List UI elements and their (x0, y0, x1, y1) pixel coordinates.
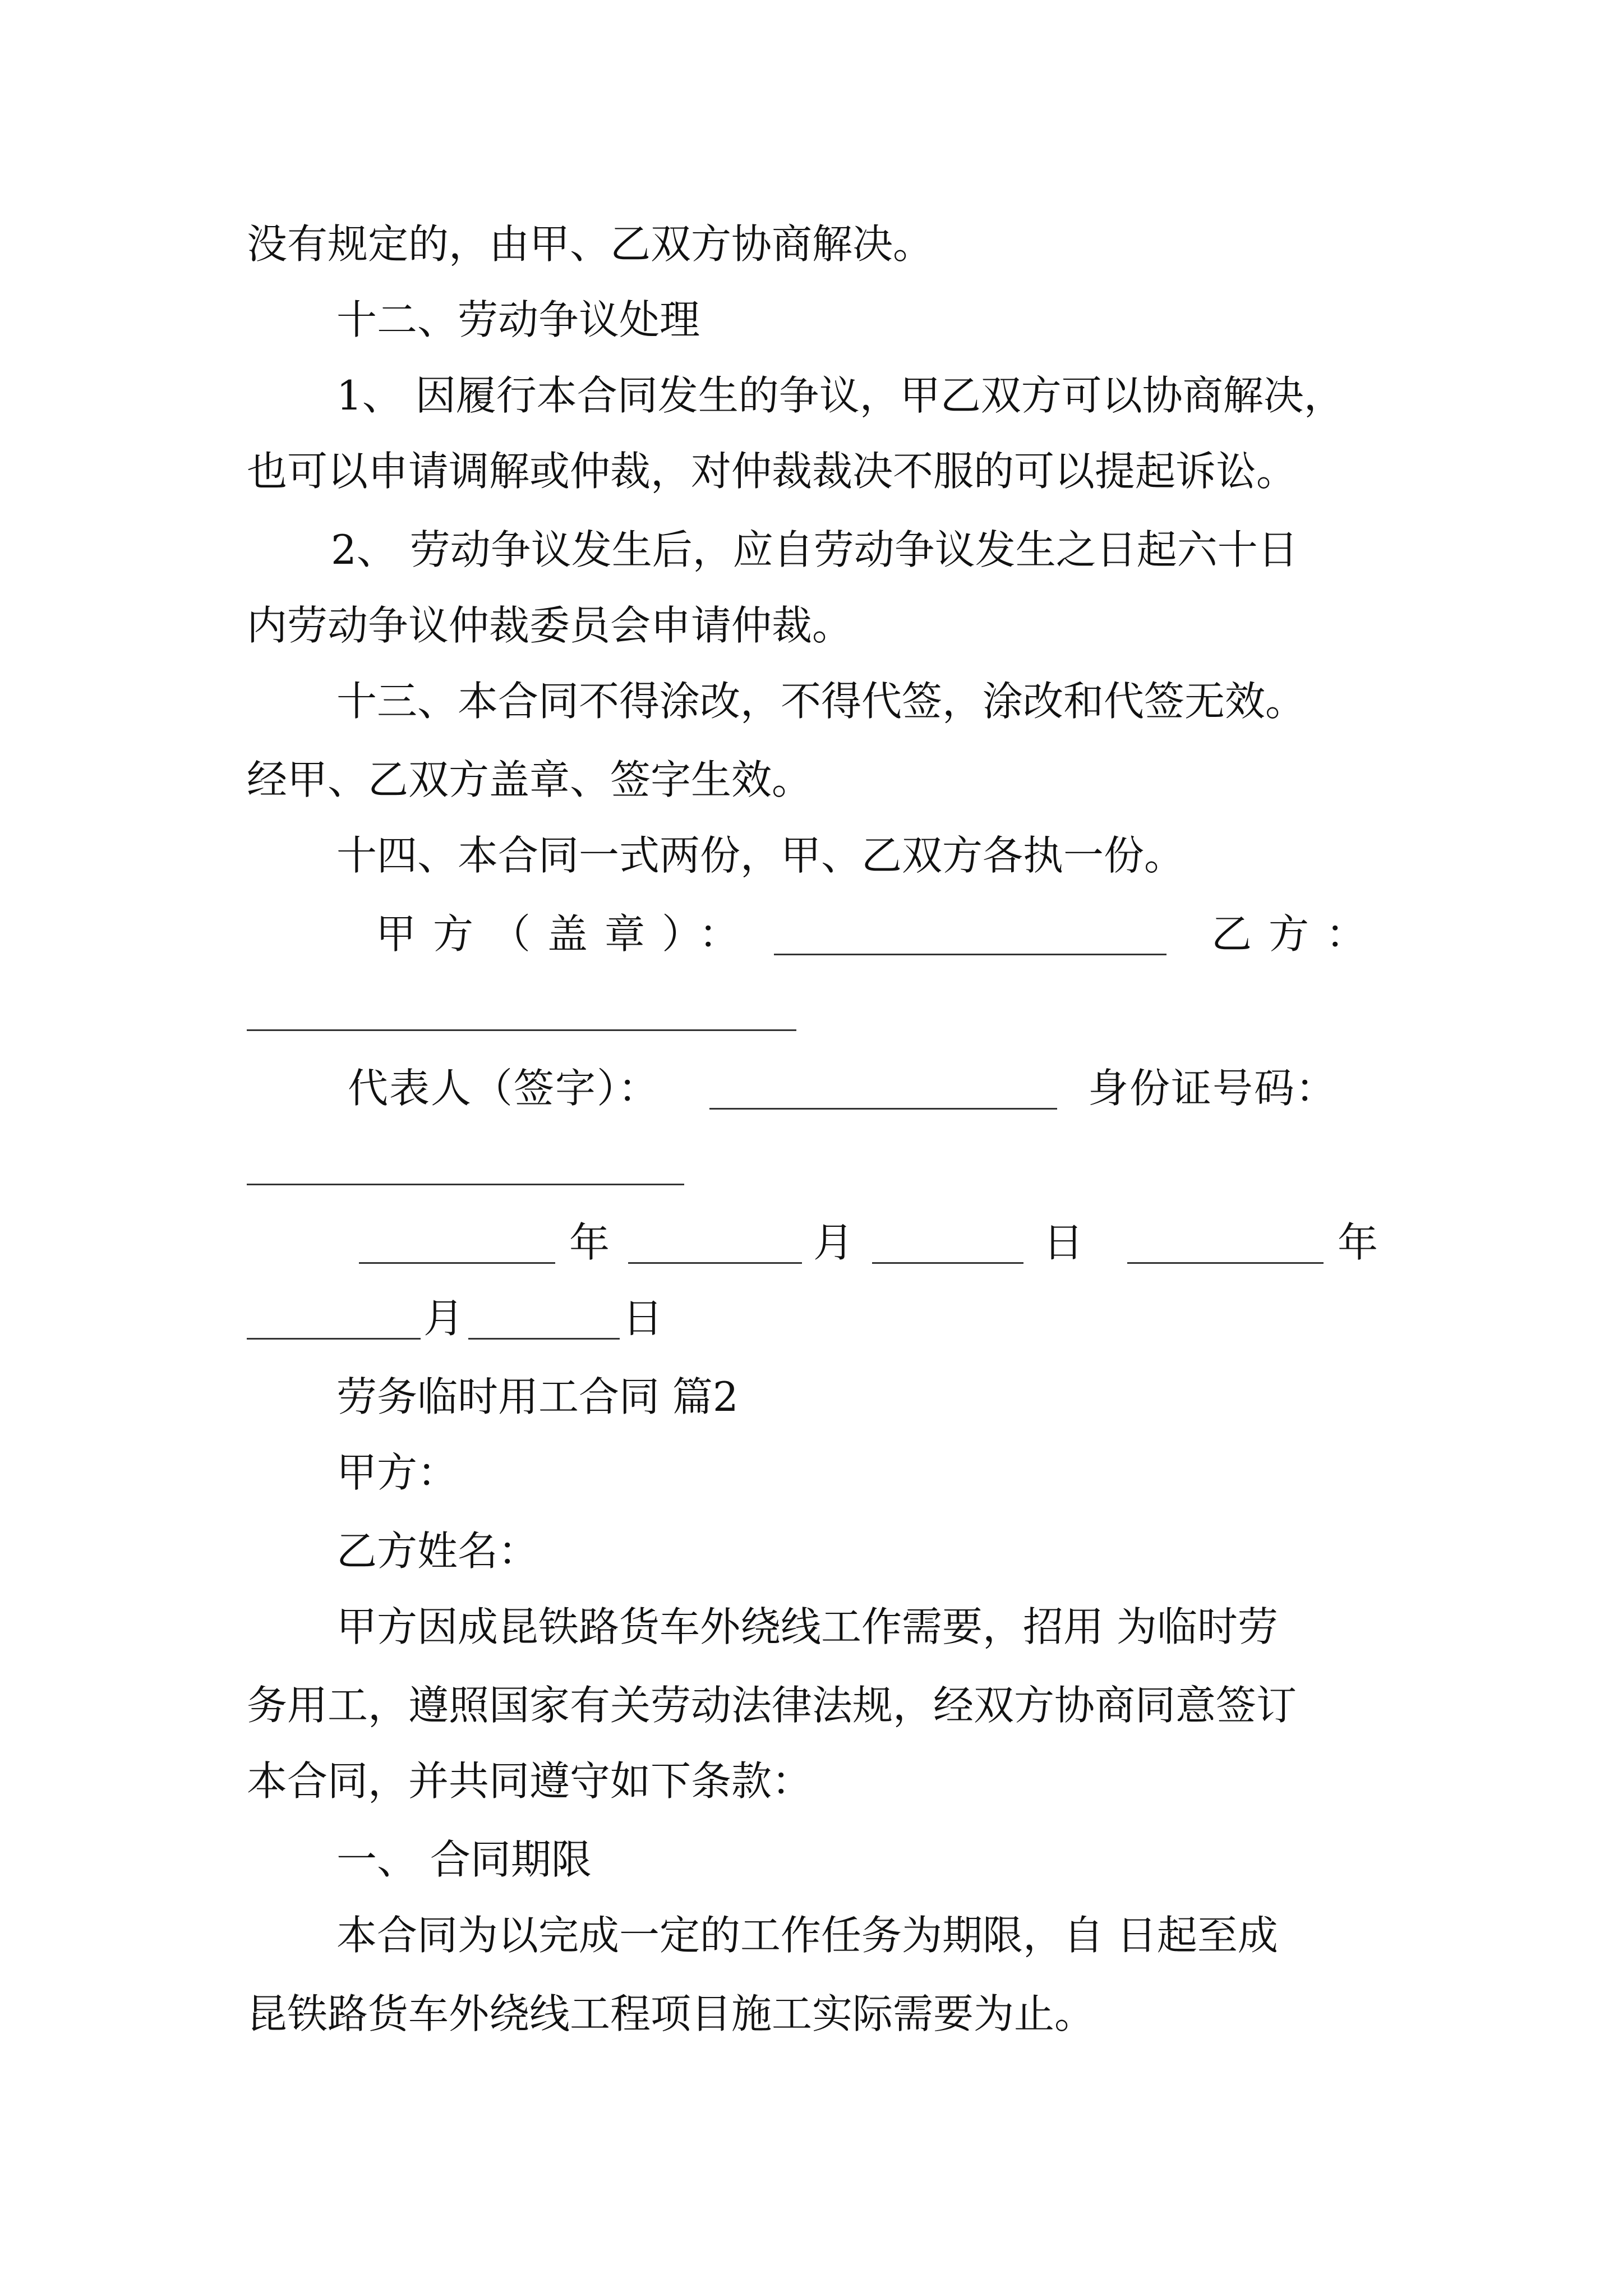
date-a-day-label: 日 (1043, 1219, 1084, 1266)
date-b-year-label: 年 (1338, 1219, 1378, 1266)
intro-text: 甲方因成昆铁路货车外绕线工作需要，招用 为临时劳 (336, 1603, 1278, 1650)
paragraph-text: 内劳动争议仲裁委员会申请仲裁。 (247, 602, 853, 649)
date-a-month-blank (628, 1262, 802, 1264)
clause-text: 本合同为以完成一定的工作任务为期限，自 日起至成 (336, 1912, 1278, 1959)
date-b-day-label: 日 (623, 1295, 663, 1342)
party-a-blank (774, 954, 1166, 955)
id-number-label: 身份证号码： (1088, 1065, 1338, 1112)
paragraph-text: 1、 因履行本合同发生的争议，甲乙双方可以协商解决， (336, 372, 1344, 419)
paragraph-text: 没有规定的，由甲、乙双方协商解决。 (247, 220, 934, 268)
party-b-name-label: 乙方姓名： (336, 1527, 539, 1575)
date-b-month-blank (247, 1338, 421, 1340)
clause-text: 昆铁路货车外绕线工程项目施工实际需要为止。 (247, 1990, 1095, 2037)
representative-label: 代表人（签字）： (348, 1065, 660, 1112)
clause-title: 一、 合同期限 (336, 1836, 592, 1883)
party-a-field-label: 甲方： (336, 1449, 458, 1496)
date-a-day-blank (872, 1262, 1023, 1264)
party-b-blank (247, 1029, 796, 1031)
paragraph-text: 也可以申请调解或仲裁，对仲裁裁决不服的可以提起诉讼。 (247, 448, 1297, 495)
id-number-blank (247, 1184, 684, 1185)
date-b-year-blank (1127, 1262, 1324, 1264)
paragraph-text: 十三、本合同不得涂改，不得代签，涂改和代签无效。 (336, 678, 1306, 725)
contract-title: 劳务临时用工合同 篇2 (336, 1373, 739, 1420)
paragraph-text: 十四、本合同一式两份，甲、乙双方各执一份。 (336, 832, 1185, 879)
party-a-seal-label: 甲方（盖章）： (376, 910, 757, 958)
intro-text: 本合同，并共同遵守如下条款： (247, 1757, 813, 1805)
date-a-month-label: 月 (813, 1219, 854, 1266)
date-a-year-label: 年 (569, 1219, 610, 1266)
date-b-month-label: 月 (423, 1295, 464, 1342)
representative-blank (709, 1108, 1057, 1110)
section-heading: 十二、劳动争议处理 (336, 296, 700, 343)
party-b-label: 乙方： (1211, 910, 1384, 958)
date-b-day-blank (468, 1338, 620, 1340)
intro-text: 务用工，遵照国家有关劳动法律法规，经双方协商同意签订 (247, 1682, 1297, 1729)
paragraph-text: 经甲、乙双方盖章、签字生效。 (247, 756, 813, 803)
paragraph-text: 2、 劳动争议发生后，应自劳动争议发生之日起六十日 (331, 526, 1298, 573)
date-a-year-blank (359, 1262, 555, 1264)
